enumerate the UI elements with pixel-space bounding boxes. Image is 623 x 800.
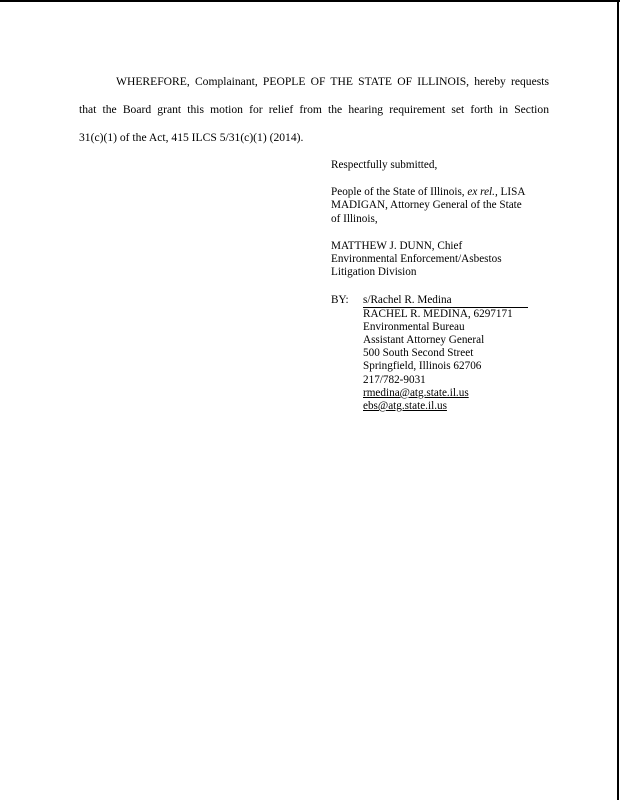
email-link-2[interactable]: ebs@atg.state.il.us xyxy=(363,400,447,413)
body-paragraph-line-3: 31(c)(1) of the Act, 415 ILCS 5/31(c)(1) (2014). xyxy=(79,131,304,144)
attorney-general-line-1: MADIGAN, Attorney General of the State xyxy=(331,199,522,212)
people-prefix: People of the State of Illinois, xyxy=(331,186,465,199)
body-paragraph-line-1: WHEREFORE, Complainant, PEOPLE OF THE STATE OF ILLINOIS, hereby requests xyxy=(116,75,549,88)
attorney-title: Assistant Attorney General xyxy=(363,334,485,347)
electronic-signature: s/Rachel R. Medina xyxy=(363,294,528,307)
division-line-2: Litigation Division xyxy=(331,266,417,279)
body-paragraph-line-2: that the Board grant this motion for relief from the hearing requirement set forth in Section xyxy=(79,103,549,116)
city-address: Springfield, Illinois 62706 xyxy=(363,360,482,373)
people-suffix: LISA xyxy=(500,186,526,199)
signature-row xyxy=(331,294,571,307)
ex-rel-text: ex rel., xyxy=(467,186,498,199)
division-line-1: Environmental Enforcement/Asbestos xyxy=(331,253,502,266)
signature-block xyxy=(331,159,571,413)
by-label: BY: xyxy=(331,294,349,307)
scan-edge-right xyxy=(617,0,619,800)
people-line xyxy=(331,186,571,199)
bureau-name: Environmental Bureau xyxy=(363,320,465,333)
phone-number: 217/782-9031 xyxy=(363,373,426,386)
closing-text: Respectfully submitted, xyxy=(331,159,438,171)
attorney-name: RACHEL R. MEDINA, 6297171 xyxy=(363,307,513,320)
scan-edge-top xyxy=(0,0,620,2)
street-address: 500 South Second Street xyxy=(363,347,474,360)
attorney-contact xyxy=(363,308,571,414)
email-link-1[interactable]: rmedina@atg.state.il.us xyxy=(363,386,469,399)
chief-name: MATTHEW J. DUNN, Chief xyxy=(331,239,463,252)
attorney-general-line-2: of Illinois, xyxy=(331,212,378,225)
